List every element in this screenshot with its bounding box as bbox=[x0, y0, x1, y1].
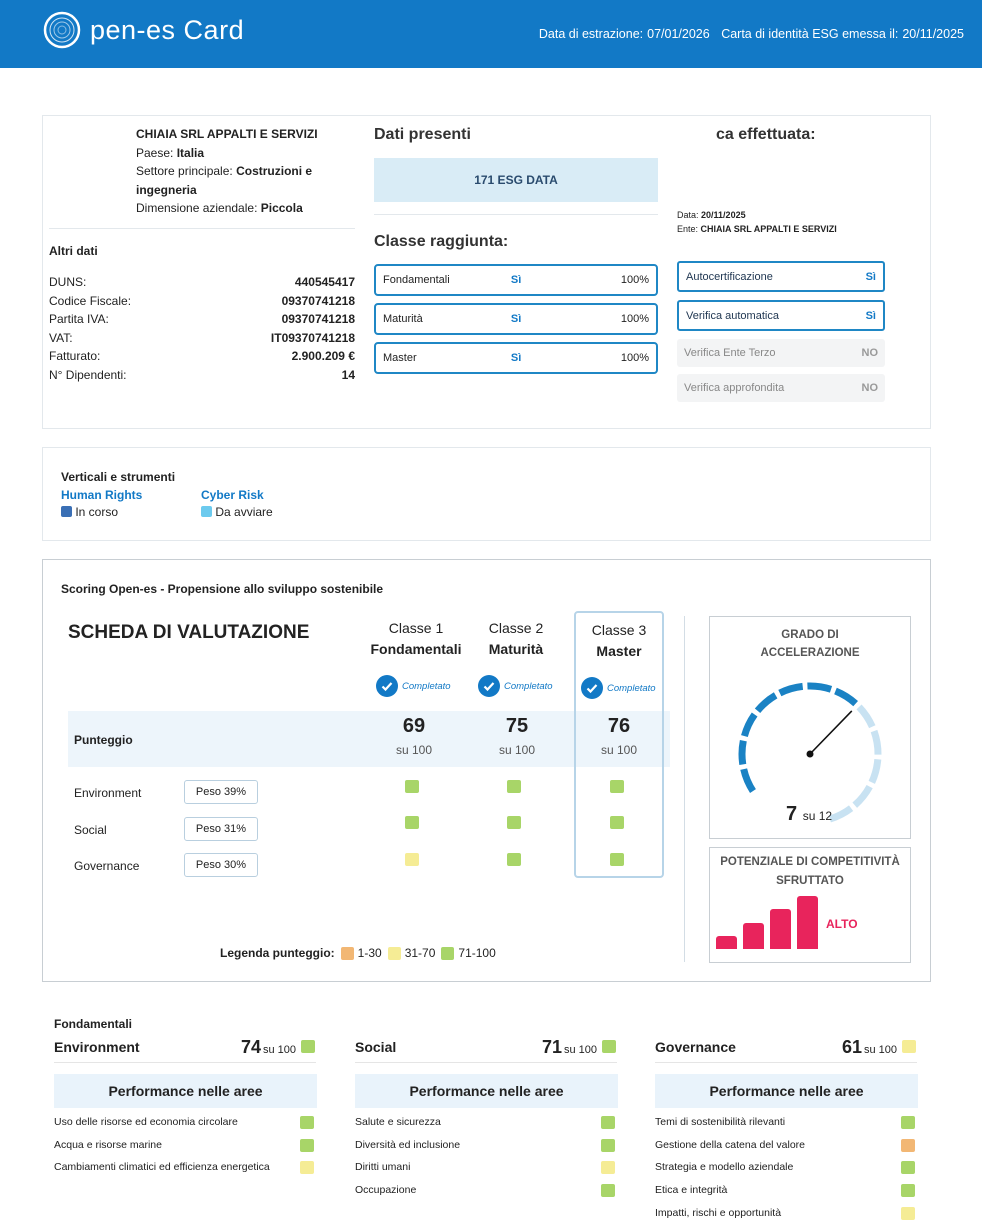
score-cell bbox=[507, 853, 521, 866]
legend-yellow-swatch bbox=[388, 947, 401, 960]
performance-header: Performance nelle aree bbox=[54, 1074, 317, 1108]
class2-status: Completato bbox=[478, 675, 553, 697]
divider bbox=[355, 1062, 617, 1063]
criterion-environment: Environment bbox=[74, 786, 142, 800]
kv-row: Codice Fiscale: 09370741218 bbox=[49, 293, 355, 308]
gauge-segment bbox=[859, 707, 872, 727]
divider bbox=[655, 1062, 917, 1063]
weight-environment: Peso 39% bbox=[184, 780, 258, 804]
performance-area-swatch bbox=[901, 1139, 915, 1152]
kv-row: Fatturato: 2.900.209 € bbox=[49, 349, 355, 363]
divider bbox=[684, 616, 685, 962]
performance-area-swatch bbox=[901, 1161, 915, 1174]
competitiveness-title: POTENZIALE DI COMPETITIVITÀ SFRUTTATO bbox=[720, 856, 900, 887]
score-cell bbox=[405, 780, 419, 793]
class1-status: Completato bbox=[376, 675, 451, 697]
gauge-needle bbox=[810, 711, 852, 754]
status-in-progress-icon bbox=[61, 506, 72, 517]
divider bbox=[54, 1062, 316, 1063]
kv-row: DUNS: 440545417 bbox=[49, 275, 355, 289]
legend-green-swatch bbox=[441, 947, 454, 960]
competitiveness-bar bbox=[797, 896, 818, 949]
score-cell bbox=[507, 816, 521, 829]
class-row-maturita: Maturità Sì 100% bbox=[374, 303, 658, 335]
header-dates bbox=[535, 27, 964, 41]
performance-area: Impatti, rischi e opportunità bbox=[655, 1206, 782, 1219]
check-icon bbox=[581, 677, 603, 699]
class-column-1: Classe 1 Fondamentali bbox=[370, 620, 462, 657]
class3-status: Completato bbox=[581, 677, 656, 699]
gauge-segment bbox=[872, 759, 878, 782]
criterion-governance: Governance bbox=[74, 859, 140, 873]
competitiveness-bar bbox=[716, 936, 737, 949]
check-icon bbox=[478, 675, 500, 697]
score-cell bbox=[610, 853, 624, 866]
legend-orange-swatch bbox=[341, 947, 354, 960]
score-cell bbox=[405, 816, 419, 829]
performance-area: Cambiamenti climatici ed efficienza energetica bbox=[54, 1161, 270, 1174]
gauge-segment bbox=[742, 741, 743, 765]
section-score-swatch bbox=[602, 1040, 616, 1053]
performance-area-swatch bbox=[601, 1161, 615, 1174]
gauge-segment bbox=[780, 686, 803, 693]
gauge-segment bbox=[830, 808, 851, 819]
verticals-card bbox=[42, 447, 931, 541]
other-data-list bbox=[49, 273, 355, 384]
divider bbox=[374, 214, 658, 215]
check-icon bbox=[376, 675, 398, 697]
performance-area: Strategia e modello aziendale bbox=[655, 1161, 794, 1174]
other-data-title: Altri dati bbox=[49, 244, 98, 258]
class-row-fondamentali: Fondamentali Sì 100% bbox=[374, 264, 658, 296]
vertical-human-rights[interactable]: Human Rights In corso bbox=[61, 488, 143, 519]
verticals-title: Verticali e strumenti bbox=[61, 470, 176, 484]
status-to-start-icon bbox=[201, 506, 212, 517]
logo-text: pen-es Card bbox=[90, 14, 245, 45]
extraction-date: 07/01/2026 bbox=[647, 27, 710, 41]
gauge-segment bbox=[874, 731, 878, 754]
score-cell bbox=[610, 780, 624, 793]
competitiveness-bar bbox=[743, 923, 764, 949]
gauge-segment bbox=[744, 769, 753, 791]
class-reached-title: Classe raggiunta: bbox=[374, 233, 509, 250]
section-score: 71 su 100 bbox=[541, 1037, 597, 1057]
class2-score: 75 su 100 bbox=[498, 715, 536, 757]
verification-third-party: Verifica Ente Terzo NO bbox=[677, 339, 885, 367]
performance-area: Salute e sicurezza bbox=[355, 1116, 441, 1128]
weight-governance: Peso 30% bbox=[184, 853, 258, 877]
verification-auto: Verifica automatica Sì bbox=[677, 300, 885, 331]
performance-area-swatch bbox=[901, 1207, 915, 1220]
gauge-segment bbox=[758, 695, 776, 710]
company-info bbox=[136, 125, 346, 218]
performance-area: Temi di sostenibilità rilevanti bbox=[655, 1116, 786, 1128]
performance-area: Occupazione bbox=[355, 1184, 417, 1197]
performance-area: Gestione della catena del valore bbox=[655, 1138, 806, 1151]
weight-social: Peso 31% bbox=[184, 817, 258, 841]
competitiveness-bar bbox=[770, 909, 791, 949]
gauge-segment bbox=[744, 715, 754, 737]
gauge-segment bbox=[855, 787, 870, 806]
performance-area-swatch bbox=[901, 1184, 915, 1197]
kv-row: N° Dipendenti: 14 bbox=[49, 367, 355, 382]
performance-area-swatch bbox=[601, 1116, 615, 1129]
esg-data-badge: 171 ESG DATA bbox=[374, 158, 658, 202]
performance-area-swatch bbox=[300, 1116, 314, 1129]
score-label: Punteggio bbox=[74, 733, 133, 747]
section-score-swatch bbox=[902, 1040, 916, 1053]
acceleration-value: 7 su 12 bbox=[786, 803, 833, 825]
gauge-segment bbox=[807, 686, 831, 689]
extraction-label: Data di estrazione: bbox=[538, 27, 644, 41]
section-score: 74 su 100 bbox=[240, 1037, 296, 1057]
logo-swirl-icon bbox=[42, 10, 84, 50]
acceleration-title: GRADO DI ACCELERAZIONE bbox=[760, 629, 860, 659]
card-issued-date: 20/11/2025 bbox=[902, 27, 964, 41]
fundamentals-title: Fondamentali bbox=[54, 1017, 133, 1031]
kv-row: Partita IVA: 09370741218 bbox=[49, 312, 355, 326]
logo bbox=[42, 10, 244, 50]
gauge-hub bbox=[807, 751, 814, 758]
verification-autocert: Autocertificazione Sì bbox=[677, 261, 885, 292]
performance-area-swatch bbox=[601, 1184, 615, 1197]
score-cell bbox=[507, 780, 521, 793]
company-sector: Settore principale: Costruzioni e ingegneria bbox=[136, 164, 313, 197]
scoring-title: Scoring Open-es - Propensione allo sviluppo sostenibile bbox=[61, 582, 384, 596]
score-legend: Legenda punteggio: 1-30 31-70 71-100 bbox=[220, 946, 496, 960]
section-score-swatch bbox=[301, 1040, 315, 1053]
data-present-title: Dati presenti bbox=[374, 126, 471, 143]
verification-meta: Data: 20/11/2025 Ente: CHIAIA SRL APPALTI E SERVIZI bbox=[677, 210, 837, 234]
performance-area: Acqua e risorse marine bbox=[54, 1138, 162, 1151]
class3-score: 76 su 100 bbox=[600, 715, 638, 757]
performance-area: Diritti umani bbox=[355, 1161, 411, 1174]
scorecard-title: SCHEDA DI VALUTAZIONE bbox=[68, 622, 310, 643]
performance-area-swatch bbox=[300, 1161, 314, 1174]
class-column-2: Classe 2 Maturità bbox=[488, 620, 544, 657]
performance-area-swatch bbox=[901, 1116, 915, 1129]
verification-title: ca effettuata: bbox=[716, 126, 816, 143]
performance-header: Performance nelle aree bbox=[655, 1074, 918, 1108]
verification-deep: Verifica approfondita NO bbox=[677, 374, 885, 402]
class-column-3: Classe 3 Master bbox=[591, 622, 647, 659]
company-country: Paese: Italia bbox=[136, 145, 205, 160]
score-cell bbox=[405, 853, 419, 866]
performance-header: Performance nelle aree bbox=[355, 1074, 618, 1108]
gauge-segment bbox=[835, 691, 855, 704]
company-name: CHIAIA SRL APPALTI E SERVIZI bbox=[136, 127, 318, 141]
card-issued-label: Carta di identità ESG emessa il: bbox=[721, 27, 899, 41]
class1-score: 69 su 100 bbox=[395, 715, 433, 757]
competitiveness-level: ALTO bbox=[826, 917, 858, 931]
performance-area: Uso delle risorse ed economia circolare bbox=[54, 1116, 238, 1128]
section-title: Social bbox=[355, 1039, 397, 1055]
performance-area-swatch bbox=[300, 1139, 314, 1152]
section-title: Governance bbox=[655, 1039, 736, 1055]
performance-area: Diversità ed inclusione bbox=[355, 1138, 461, 1151]
performance-area-swatch bbox=[601, 1139, 615, 1152]
company-size: Dimensione aziendale: Piccola bbox=[136, 201, 303, 215]
divider bbox=[49, 228, 355, 229]
class-row-master: Master Sì 100% bbox=[374, 342, 658, 374]
criterion-social: Social bbox=[74, 823, 107, 837]
vertical-cyber-risk[interactable]: Cyber Risk Da avviare bbox=[201, 488, 273, 519]
section-title: Environment bbox=[54, 1039, 140, 1055]
kv-row: VAT: IT09370741218 bbox=[49, 330, 355, 345]
section-score: 61 su 100 bbox=[841, 1037, 897, 1057]
performance-area: Etica e integrità bbox=[655, 1184, 728, 1197]
score-cell bbox=[610, 816, 624, 829]
